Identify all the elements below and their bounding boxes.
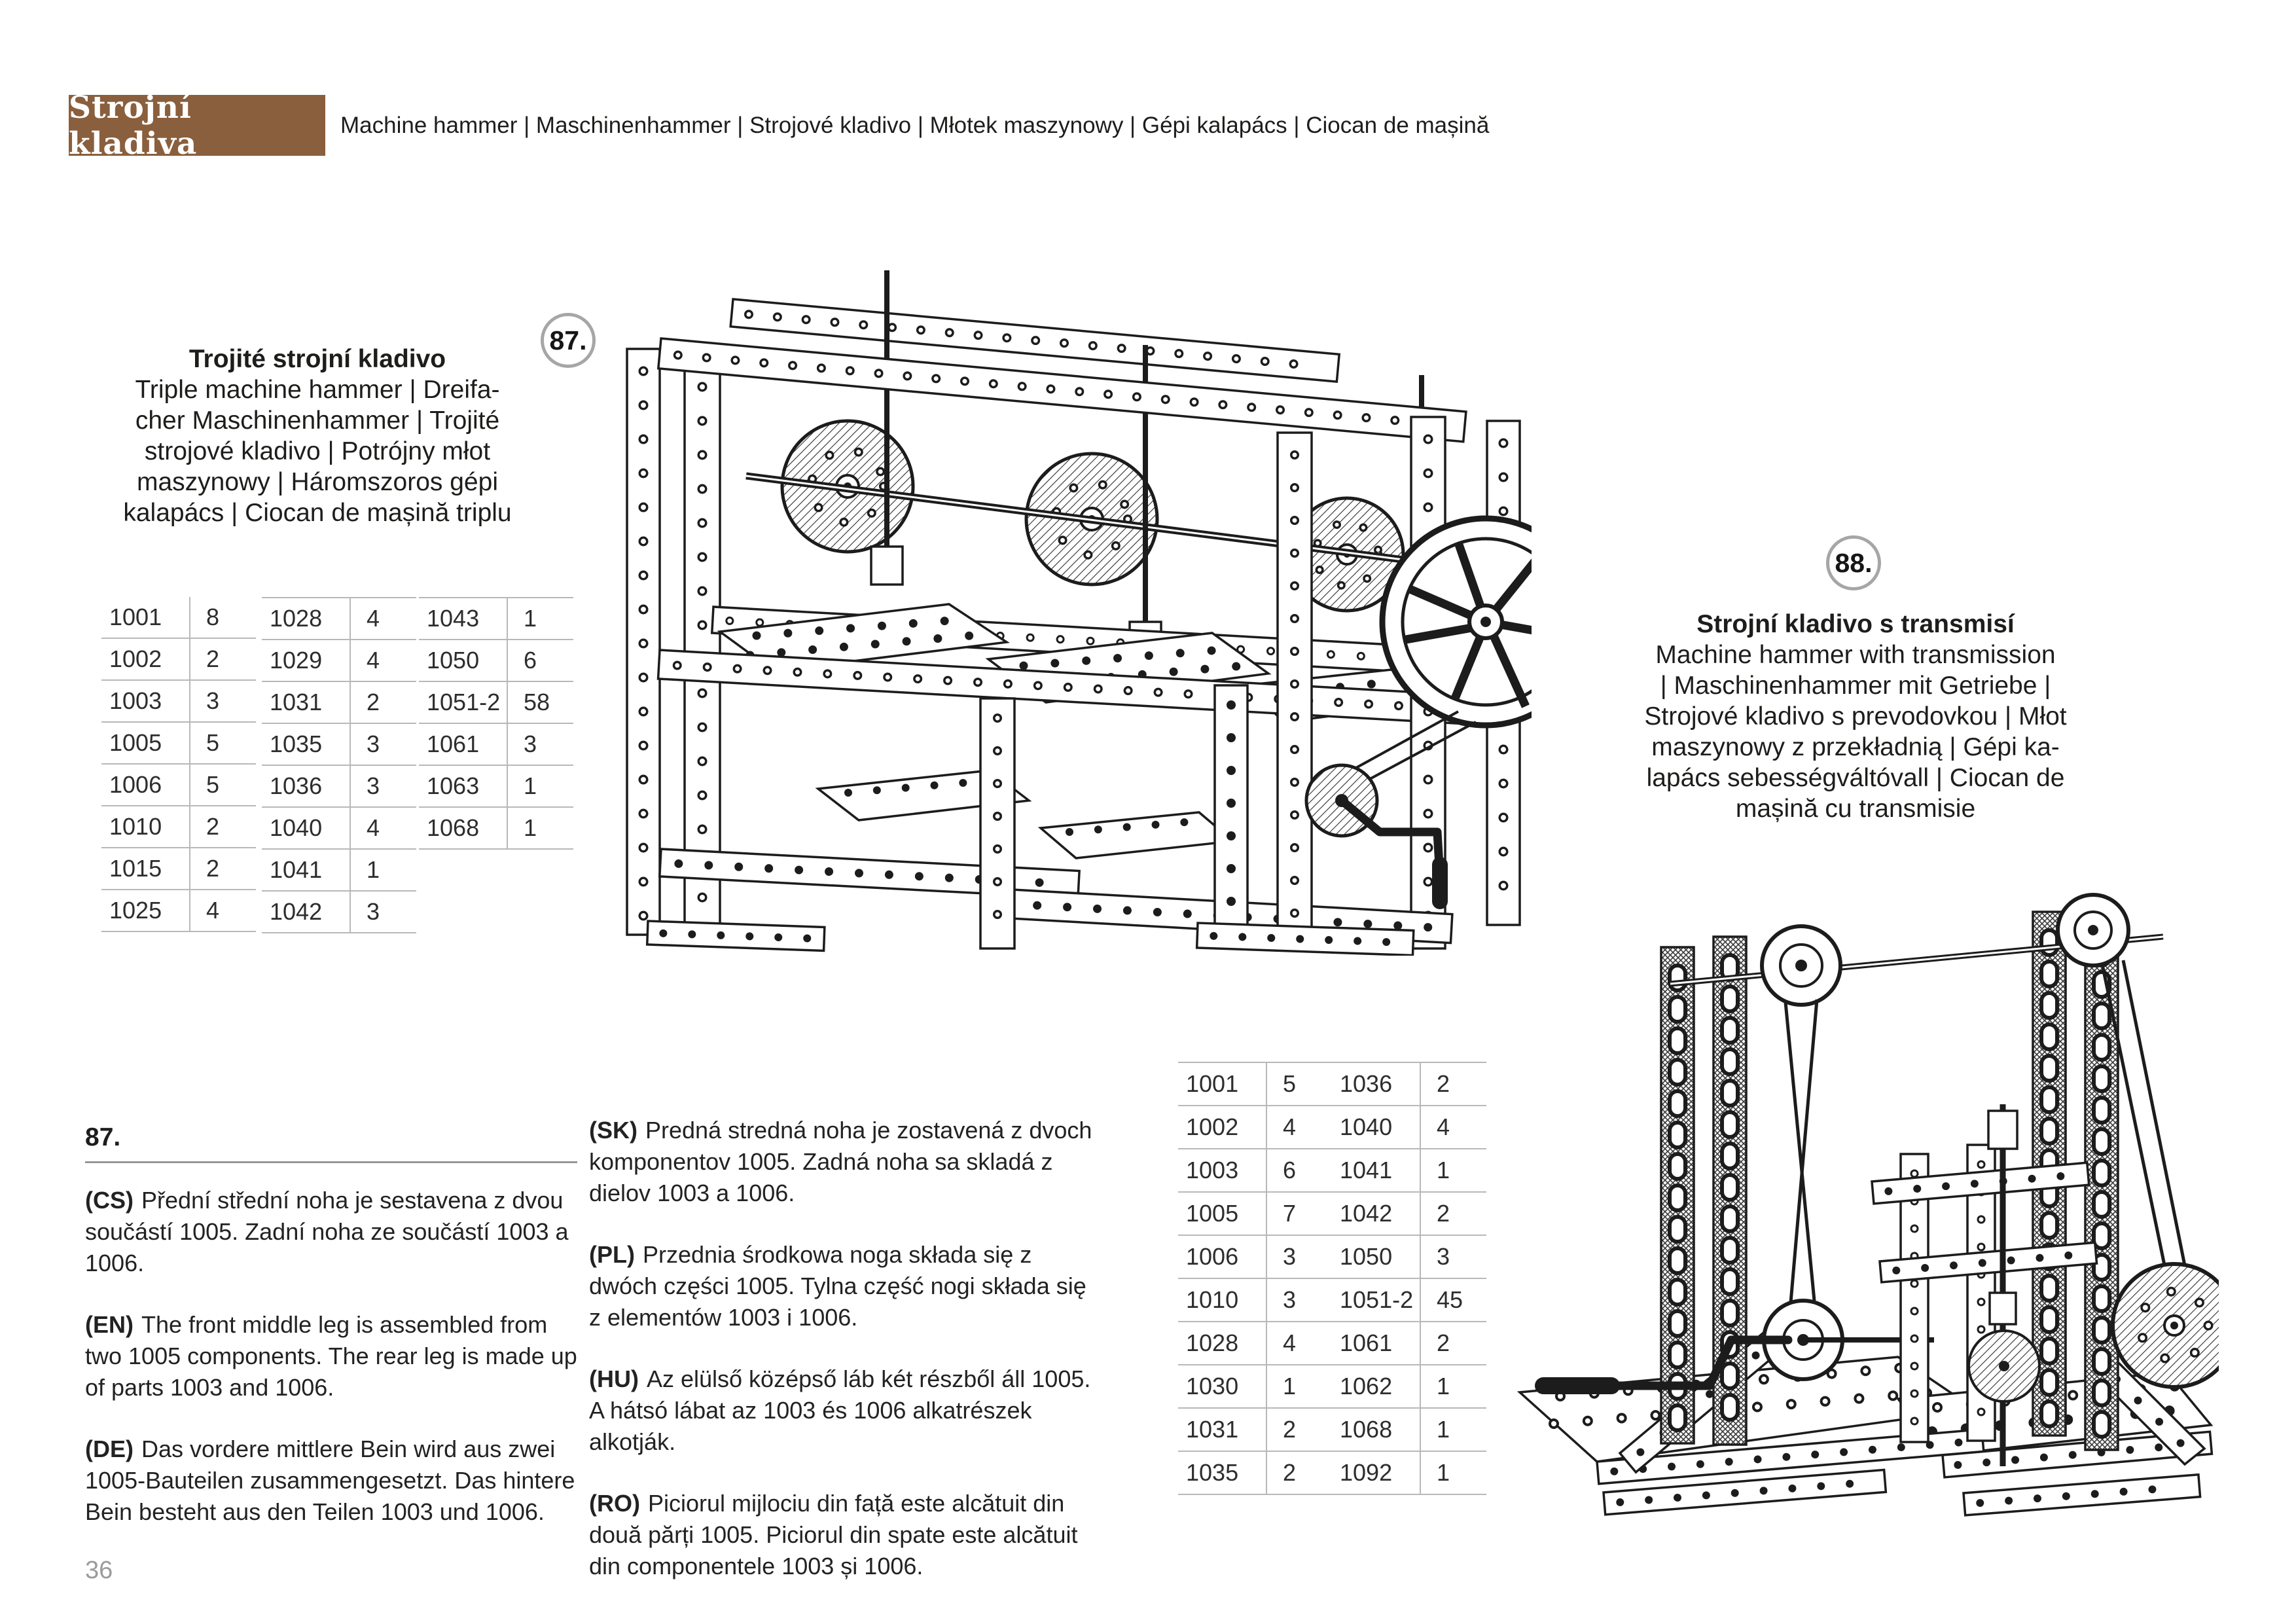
part-number: 1042 [1340,1200,1393,1227]
part-quantity: 6 [1266,1149,1333,1191]
part-quantity: 5 [189,723,256,763]
part-number: 1036 [270,772,323,799]
instruction-text: Przednia środkowa noga składa się z dwóch części 1005. Tylna część nogi składa się z elementów 1003 i 1006. [589,1241,1086,1331]
instructions-heading [85,1123,577,1163]
part-quantity: 3 [350,892,416,932]
part-quantity: 5 [1266,1063,1333,1105]
part-number: 1035 [270,731,323,757]
parts-row [1332,1409,1486,1452]
parts-row [1178,1063,1333,1106]
model-87-parts-table-2 [262,597,416,933]
parts-row [101,681,256,723]
part-number: 1041 [270,856,323,883]
part-quantity: 4 [189,890,256,931]
part-number: 1051-2 [427,689,501,715]
instructions-column-1 [85,1185,577,1558]
part-number: 1028 [1186,1329,1239,1356]
part-quantity: 2 [1420,1193,1486,1235]
part-number: 1092 [1340,1459,1393,1486]
part-number: 1003 [1186,1157,1239,1183]
part-number: 1031 [1186,1416,1239,1443]
parts-row [262,808,416,850]
language-tag: (PL) [589,1241,635,1268]
parts-row [101,890,256,932]
description-line: strojové kladivo | Potrójny młot [144,437,491,465]
instructions-column-2 [589,1115,1096,1612]
parts-row [101,848,256,890]
part-quantity: 1 [507,808,573,848]
part-quantity: 5 [189,765,256,805]
model-88-title-block [1604,609,2108,824]
part-quantity: 7 [1266,1193,1333,1235]
instruction-text: Predná stredná noha je zostavená z dvoch komponentov 1005. Zadná noha sa skladá z dielov 1003 a 1006. [589,1117,1092,1206]
part-quantity: 6 [507,640,573,681]
part-quantity: 4 [1420,1106,1486,1148]
part-number: 1035 [1186,1459,1239,1486]
parts-row [1332,1193,1486,1236]
parts-row [1178,1452,1333,1495]
model-87-parts-table-3 [419,597,573,850]
part-number: 1010 [109,813,162,840]
instruction-paragraph [589,1239,1096,1333]
parts-row [1178,1193,1333,1236]
instruction-text: Az elülső középső láb két részből áll 1005. A hátsó lábat az 1003 és 1006 alkatrészek alkotják. [589,1365,1091,1455]
part-number: 1068 [1340,1416,1393,1443]
parts-row [1178,1279,1333,1322]
part-quantity: 2 [350,682,416,723]
part-number: 1003 [109,687,162,714]
model-88-parts-table-1 [1178,1062,1333,1495]
parts-row [419,598,573,640]
part-quantity: 3 [350,766,416,806]
description-line: | Maschinenhammer mit Getriebe | [1660,672,2051,700]
part-quantity: 4 [350,808,416,848]
category-badge [69,89,325,162]
model-88-parts-table-2 [1332,1062,1486,1495]
part-quantity: 1 [1420,1409,1486,1451]
description-line: Strojové kladivo s prevodovkou | Młot [1644,702,2067,731]
part-quantity: 3 [1420,1236,1486,1278]
part-number: 1029 [270,647,323,674]
parts-row [1332,1452,1486,1495]
parts-row [262,724,416,766]
model-87-title: Trojité strojní kladivo [188,345,446,373]
part-quantity: 2 [1266,1409,1333,1451]
part-quantity: 1 [1266,1365,1333,1407]
instruction-paragraph [85,1185,577,1279]
part-number: 1040 [1340,1113,1393,1140]
model-88-description [1604,640,2108,824]
technical-drawing-88 [1505,874,2219,1545]
part-quantity: 2 [189,806,256,847]
parts-row [101,639,256,681]
part-number: 1042 [270,898,323,925]
parts-row [1332,1149,1486,1193]
part-quantity: 2 [1420,1322,1486,1364]
part-number: 1068 [427,814,480,841]
parts-row [101,597,256,639]
description-line: lapács sebességváltóvall | Ciocan de [1646,764,2065,792]
parts-row [262,892,416,933]
instruction-text: Das vordere mittlere Bein wird aus zwei 1005-Bauteilen zusammengesetzt. Das hintere Bein besteht aus den Teilen 1003 und 1006. [85,1435,575,1525]
part-quantity: 1 [507,766,573,806]
description-line: Triple machine hammer | Dreifa- [135,376,500,404]
part-number: 1050 [1340,1243,1393,1270]
part-quantity: 1 [507,598,573,639]
part-quantity: 1 [1420,1365,1486,1407]
part-number: 1061 [1340,1329,1393,1356]
parts-row [262,598,416,640]
parts-row [419,766,573,808]
part-quantity: 4 [350,640,416,681]
parts-row [101,806,256,848]
description-line: kalapács | Ciocan de mașină triplu [123,499,512,527]
part-number: 1061 [427,731,480,757]
part-number: 1001 [109,604,162,630]
parts-row [419,724,573,766]
language-tag: (SK) [589,1117,637,1144]
parts-row [1178,1236,1333,1279]
part-quantity: 2 [1266,1452,1333,1494]
instruction-paragraph [589,1488,1096,1582]
part-quantity: 3 [1266,1279,1333,1321]
part-quantity: 4 [1266,1322,1333,1364]
part-number: 1025 [109,897,162,924]
part-number: 1015 [109,855,162,882]
part-quantity: 4 [1266,1106,1333,1148]
part-number: 1036 [1340,1070,1393,1097]
language-tag: (DE) [85,1435,134,1462]
part-quantity: 1 [1420,1149,1486,1191]
part-number: 1006 [1186,1243,1239,1270]
part-quantity: 2 [1420,1063,1486,1105]
parts-row [1332,1279,1486,1322]
part-number: 1010 [1186,1286,1239,1313]
part-number: 1043 [427,605,480,632]
part-quantity: 1 [1420,1452,1486,1494]
part-number: 1040 [270,814,323,841]
part-quantity: 3 [1266,1236,1333,1278]
instruction-text: The front middle leg is assembled from two 1005 components. The rear leg is made up of parts 1003 and 1006. [85,1311,577,1401]
part-number: 1028 [270,605,323,632]
parts-row [1332,1365,1486,1409]
model-87-parts-table-1 [101,597,256,932]
part-number: 1041 [1340,1157,1393,1183]
part-quantity: 3 [189,681,256,721]
part-quantity: 2 [189,848,256,889]
part-quantity: 1 [350,850,416,890]
page-subtitle: Machine hammer | Maschinenhammer | Strojové kladivo | Młotek maszynowy | Gépi kalapács | Ciocan de mașină [340,112,1490,138]
parts-row [419,640,573,682]
parts-row [419,682,573,724]
description-line: maszynowy z przekładnią | Gépi ka- [1651,733,2060,761]
parts-row [101,723,256,765]
part-number: 1002 [1186,1113,1239,1140]
part-quantity: 8 [189,597,256,638]
figure-88-badge: 88. [1826,535,1881,590]
figure-87-badge: 87. [541,313,596,368]
parts-row [262,850,416,892]
parts-row [1332,1236,1486,1279]
part-number: 1005 [1186,1200,1239,1227]
description-line: mașină cu transmisie [1735,795,1976,823]
parts-row [1178,1409,1333,1452]
instruction-paragraph [589,1115,1096,1209]
part-quantity: 45 [1420,1279,1486,1321]
part-quantity: 3 [350,724,416,765]
instruction-paragraph [85,1309,577,1403]
part-quantity: 3 [507,724,573,765]
description-line: maszynowy | Háromszoros gépi [137,468,498,496]
instruction-paragraph [85,1434,577,1528]
language-tag: (CS) [85,1187,134,1214]
part-number: 1002 [109,645,162,672]
parts-row [101,765,256,806]
parts-row [1332,1106,1486,1149]
instruction-text: Piciorul mijlociu din față este alcătuit din două părți 1005. Piciorul din spate este alcătuit din componentele 1003 și 1006. [589,1490,1078,1579]
description-line: cher Maschinenhammer | Trojité [135,406,500,435]
part-number: 1050 [427,647,480,674]
language-tag: (EN) [85,1311,134,1338]
description-line: Machine hammer with transmission [1655,641,2056,669]
parts-row [1178,1149,1333,1193]
parts-row [262,682,416,724]
part-number: 1051-2 [1340,1286,1414,1313]
category-label: Strojní kladiva [69,89,198,162]
part-quantity: 2 [189,639,256,679]
language-tag: (RO) [589,1490,640,1517]
part-number: 1005 [109,729,162,756]
language-tag: (HU) [589,1365,639,1392]
parts-row [1178,1365,1333,1409]
parts-row [262,640,416,682]
part-number: 1006 [109,771,162,798]
model-87-title-block [98,344,537,528]
part-quantity: 58 [507,682,573,723]
part-number: 1030 [1186,1373,1239,1399]
instruction-paragraph [589,1363,1096,1458]
parts-row [262,766,416,808]
part-number: 1031 [270,689,323,715]
model-88-title: Strojní kladivo s transmisí [1696,610,2015,638]
part-number: 1063 [427,772,480,799]
part-number: 1062 [1340,1373,1393,1399]
model-87-description [98,374,537,528]
parts-row [1178,1322,1333,1365]
technical-drawing-87 [622,265,1532,956]
parts-row [419,808,573,850]
part-number: 1001 [1186,1070,1239,1097]
instruction-text: Přední střední noha je sestavena z dvou součástí 1005. Zadní noha ze součástí 1003 a 1006. [85,1187,569,1276]
parts-row [1178,1106,1333,1149]
instructions-heading-label: 87. [85,1123,121,1151]
parts-row [1332,1322,1486,1365]
part-quantity: 4 [350,598,416,639]
page-number: 36 [85,1557,113,1584]
parts-row [1332,1063,1486,1106]
